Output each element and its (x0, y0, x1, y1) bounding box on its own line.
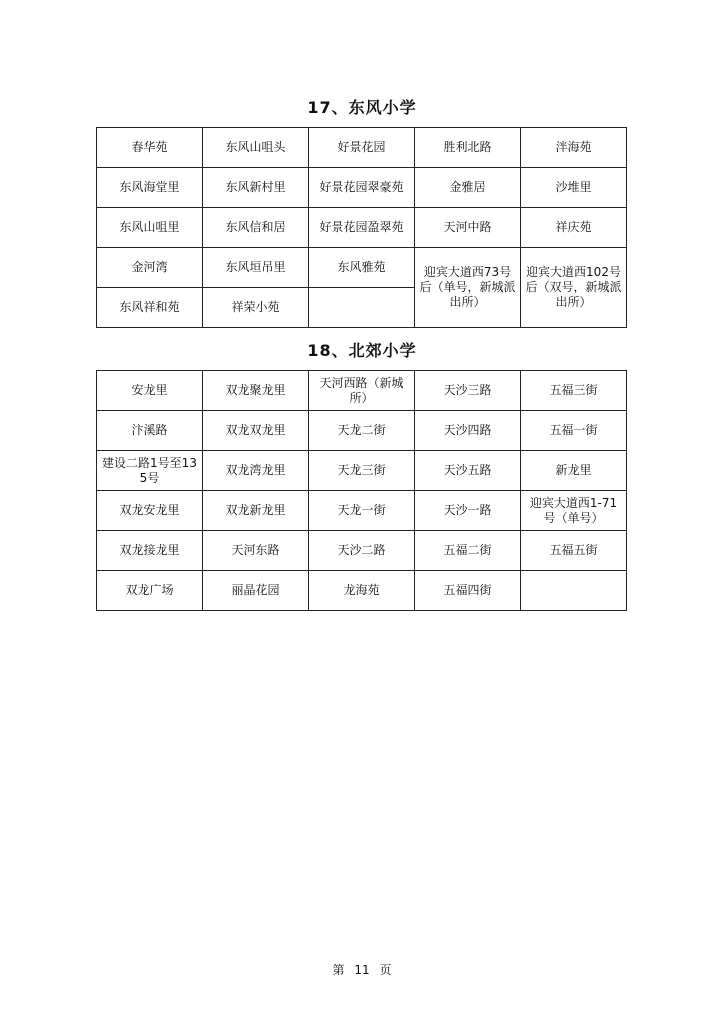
table-cell: 双龙广场 (97, 571, 203, 611)
table-cell: 双龙接龙里 (97, 531, 203, 571)
table-row (97, 208, 627, 248)
section-title-dongfeng: 17、东风小学 (307, 98, 417, 117)
table-cell: 天河东路 (203, 531, 309, 571)
table-cell: 新龙里 (521, 451, 627, 491)
table-cell: 沙堆里 (521, 168, 627, 208)
table-cell: 迎宾大道西1-71号（单号） (521, 491, 627, 531)
table-row (97, 411, 627, 451)
table-row (97, 371, 627, 411)
table-cell: 天沙一路 (415, 491, 521, 531)
table-cell: 丽晶花园 (203, 571, 309, 611)
table-cell: 东风山咀里 (97, 208, 203, 248)
table-cell: 双龙湾龙里 (203, 451, 309, 491)
table-row (97, 128, 627, 168)
table-cell: 东风信和居 (203, 208, 309, 248)
page-footer (0, 962, 724, 978)
table-cell: 五福三街 (521, 371, 627, 411)
table-cell: 胜利北路 (415, 128, 521, 168)
table-cell: 天沙二路 (309, 531, 415, 571)
table-cell: 天沙三路 (415, 371, 521, 411)
table-cell: 天龙一街 (309, 491, 415, 531)
table-row (97, 451, 627, 491)
table-cell: 五福五街 (521, 531, 627, 571)
table-cell: 好景花园翠豪苑 (309, 168, 415, 208)
table-cell: 东风山咀头 (203, 128, 309, 168)
table-cell (521, 571, 627, 611)
table-cell: 双龙双龙里 (203, 411, 309, 451)
page-footer-suffix: 页 (379, 963, 392, 977)
table-cell: 双龙新龙里 (203, 491, 309, 531)
table-cell: 天河西路（新城所） (309, 371, 415, 411)
table-cell: 祥荣小苑 (203, 288, 309, 328)
table-row (97, 248, 627, 288)
table-cell: 双龙聚龙里 (203, 371, 309, 411)
table-cell: 五福二街 (415, 531, 521, 571)
table-cell: 迎宾大道西73号后（单号，新城派出所） (415, 248, 521, 328)
table-row (97, 531, 627, 571)
table-cell: 东风新村里 (203, 168, 309, 208)
table-cell: 安龙里 (97, 371, 203, 411)
section-title-beijiao: 18、北郊小学 (307, 341, 417, 360)
table-cell: 祥庆苑 (521, 208, 627, 248)
page-number: 11 (354, 963, 370, 977)
table-cell: 天沙五路 (415, 451, 521, 491)
table-cell: 五福一街 (521, 411, 627, 451)
table-cell: 建设二路1号至135号 (97, 451, 203, 491)
address-table-beijiao (96, 370, 627, 611)
table-cell: 龙海苑 (309, 571, 415, 611)
table-cell (309, 288, 415, 328)
table-cell: 泮海苑 (521, 128, 627, 168)
table-cell: 天龙三街 (309, 451, 415, 491)
table-cell: 好景花园 (309, 128, 415, 168)
table-cell: 东风海堂里 (97, 168, 203, 208)
table-cell: 五福四街 (415, 571, 521, 611)
table-cell: 春华苑 (97, 128, 203, 168)
table-cell: 天河中路 (415, 208, 521, 248)
table-cell: 汴溪路 (97, 411, 203, 451)
table-row (97, 571, 627, 611)
table-cell: 东风祥和苑 (97, 288, 203, 328)
table-cell: 金雅居 (415, 168, 521, 208)
table-cell: 迎宾大道西102号后（双号，新城派出所） (521, 248, 627, 328)
table-cell: 双龙安龙里 (97, 491, 203, 531)
table-cell: 东风雅苑 (309, 248, 415, 288)
table-row (97, 168, 627, 208)
table-cell: 东风垣吊里 (203, 248, 309, 288)
table-row (97, 491, 627, 531)
table-cell: 好景花园盈翠苑 (309, 208, 415, 248)
table-cell: 天龙二街 (309, 411, 415, 451)
table-cell: 天沙四路 (415, 411, 521, 451)
page-footer-prefix: 第 (332, 963, 345, 977)
address-table-dongfeng (96, 127, 627, 328)
table-cell: 金河湾 (97, 248, 203, 288)
